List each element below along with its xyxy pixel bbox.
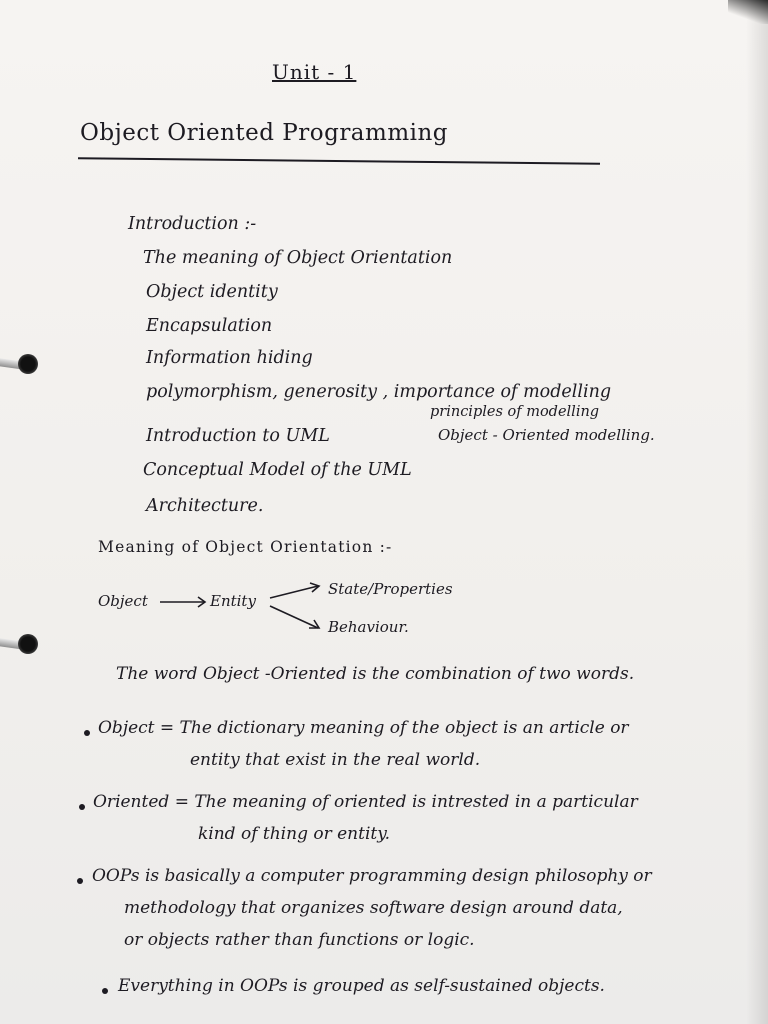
bullet-line: entity that exist in the real world. (190, 750, 481, 770)
toc-item: Information hiding (146, 348, 313, 368)
bullet-icon (77, 878, 83, 884)
diagram-behaviour-label: Behaviour. (328, 618, 409, 636)
toc-item: Architecture. (146, 496, 264, 516)
toc-item: Object - Oriented modelling. (438, 426, 655, 444)
bullet-line: Object = The dictionary meaning of the object is an article or (98, 718, 629, 738)
toc-item: Introduction to UML (146, 426, 330, 446)
toc-item: The meaning of Object Orientation (143, 248, 453, 268)
bullet-line: kind of thing or entity. (198, 824, 390, 844)
diagram-object-label: Object (98, 592, 148, 610)
bullet-icon (102, 988, 108, 994)
bullet-line: or objects rather than functions or logic. (124, 930, 475, 950)
arrow-entity-state-icon (270, 586, 318, 598)
bullet-line: methodology that organizes software design around data, (124, 898, 623, 918)
main-title: Object Oriented Programming (80, 120, 449, 146)
unit-title: Unit - 1 (272, 60, 357, 84)
toc-item: polymorphism, generosity , importance of modelling (146, 382, 612, 402)
intro-sentence: The word Object -Oriented is the combination of two words. (116, 664, 635, 684)
diagram-entity-label: Entity (210, 592, 256, 610)
bullet-icon (79, 804, 85, 810)
bullet-line: Everything in OOPs is grouped as self-sustained objects. (118, 976, 605, 996)
bullet-line: Oriented = The meaning of oriented is intrested in a particular (93, 792, 638, 812)
toc-item: principles of modelling (430, 404, 600, 420)
bullet-line: OOPs is basically a computer programming design philosophy or (92, 866, 652, 886)
arrow-entity-behaviour-icon (270, 606, 318, 628)
toc-item: Object identity (146, 282, 278, 302)
toc-heading: Introduction :- (128, 214, 257, 234)
section-heading: Meaning of Object Orientation :- (98, 538, 393, 556)
bullet-icon (84, 730, 90, 736)
toc-item: Conceptual Model of the UML (143, 460, 412, 480)
toc-item: Encapsulation (146, 316, 273, 336)
diagram-state-label: State/Properties (328, 580, 453, 598)
